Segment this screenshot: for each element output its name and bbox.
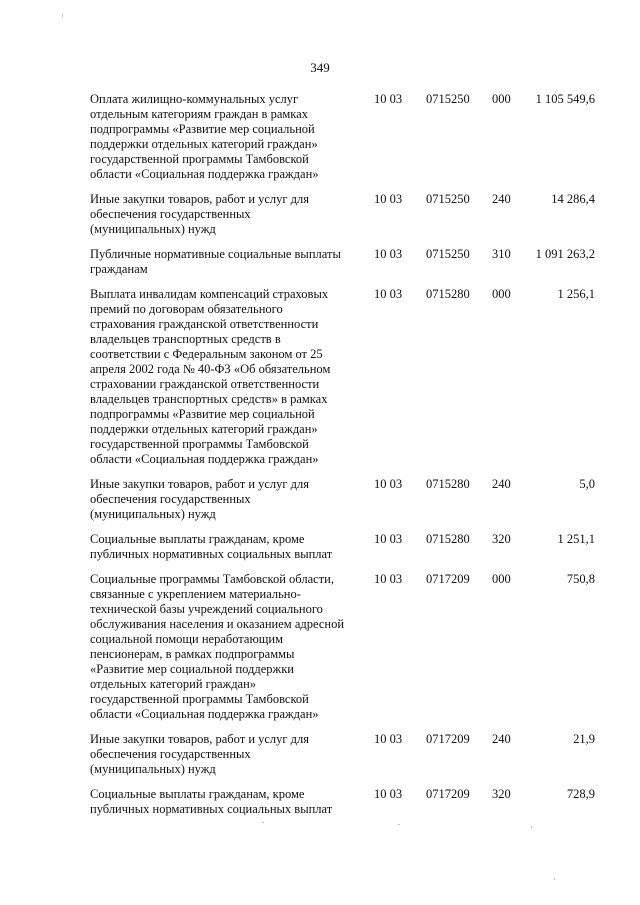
section-code: 10 03 [374, 572, 403, 586]
table-row [90, 732, 595, 787]
amount: 5,0 [579, 477, 595, 491]
expense-kind-code: 240 [492, 732, 511, 746]
target-article-code: 0715280 [426, 477, 470, 491]
scan-artifact [554, 878, 555, 880]
section-code: 10 03 [374, 92, 403, 106]
section-code: 10 03 [374, 192, 403, 206]
expense-kind-code: 000 [492, 287, 511, 301]
section-code: 10 03 [374, 287, 403, 301]
scan-artifact [262, 822, 264, 823]
section-code: 10 03 [374, 787, 403, 801]
expense-name: Социальные выплаты гражданам, кроме публичных нормативных социальных выплат [90, 787, 333, 816]
section-code: 10 03 [374, 532, 403, 546]
amount: 1 256,1 [557, 287, 595, 301]
target-article-code: 0715280 [426, 287, 470, 301]
target-article-code: 0717209 [426, 572, 470, 586]
expense-kind-code: 320 [492, 787, 511, 801]
amount: 1 251,1 [557, 532, 595, 546]
table-row [90, 532, 595, 572]
amount: 1 105 549,6 [535, 92, 595, 106]
table-row [90, 92, 595, 192]
amount: 1 091 263,2 [535, 247, 595, 261]
budget-table [90, 92, 595, 827]
table-row [90, 477, 595, 532]
amount: 21,9 [573, 732, 595, 746]
table-row [90, 572, 595, 732]
expense-name: Иные закупки товаров, работ и услуг для обеспечения государственных (муниципальных) нужд [90, 477, 310, 521]
expense-kind-code: 000 [492, 92, 511, 106]
amount: 14 286,4 [551, 192, 595, 206]
expense-kind-code: 000 [492, 572, 511, 586]
expense-kind-code: 320 [492, 532, 511, 546]
table-row [90, 247, 595, 287]
expense-name: Социальные программы Тамбовской области, связанные с укреплением материально-технической базы учреждений социального обслуживания населения и оказанием адресной социальной помощи неработающим пенсионерам, в рамках подпрограммы «Развитие мер социальной поддержки отдельных категорий граждан» государственной программы Тамбовской области «Социальная поддержка граждан» [90, 572, 345, 721]
target-article-code: 0715250 [426, 247, 470, 261]
target-article-code: 0717209 [426, 732, 470, 746]
expense-name: Социальные выплаты гражданам, кроме публичных нормативных социальных выплат [90, 532, 333, 561]
table-row [90, 287, 595, 477]
expense-kind-code: 310 [492, 247, 511, 261]
page-number: 349 [310, 60, 330, 75]
expense-name: Иные закупки товаров, работ и услуг для обеспечения государственных (муниципальных) нужд [90, 192, 310, 236]
scan-artifact [62, 14, 63, 17]
target-article-code: 0717209 [426, 787, 470, 801]
table-row [90, 192, 595, 247]
target-article-code: 0715250 [426, 92, 470, 106]
table-row [90, 787, 595, 827]
section-code: 10 03 [374, 247, 403, 261]
amount: 750,8 [566, 572, 595, 586]
scan-artifact [531, 826, 532, 828]
target-article-code: 0715280 [426, 532, 470, 546]
expense-kind-code: 240 [492, 477, 511, 491]
section-code: 10 03 [374, 477, 403, 491]
expense-name: Иные закупки товаров, работ и услуг для обеспечения государственных (муниципальных) нужд [90, 732, 310, 776]
expense-name: Публичные нормативные социальные выплаты гражданам [90, 247, 341, 276]
target-article-code: 0715250 [426, 192, 470, 206]
expense-kind-code: 240 [492, 192, 511, 206]
expense-name: Оплата жилищно-коммунальных услуг отдельным категориям граждан в рамках подпрограммы «Развитие мер социальной поддержки отдельных категорий граждан» государственной программы Тамбовской области «Социальная поддержка граждан» [90, 92, 319, 181]
scan-artifact [398, 824, 400, 825]
expense-name: Выплата инвалидам компенсаций страховых премий по договорам обязательного страхования гражданской ответственности владельцев транспортных средств в соответствии с Федеральным законом от 25 апреля 2002 года № 40-ФЗ «Об обязательном страховании гражданской ответственности владельцев транспортных средств» в рамках подпрограммы «Развитие мер социальной поддержки отдельных категорий граждан» государственной программы Тамбовской области «Социальная поддержка граждан» [90, 287, 331, 466]
amount: 728,9 [566, 787, 595, 801]
section-code: 10 03 [374, 732, 403, 746]
